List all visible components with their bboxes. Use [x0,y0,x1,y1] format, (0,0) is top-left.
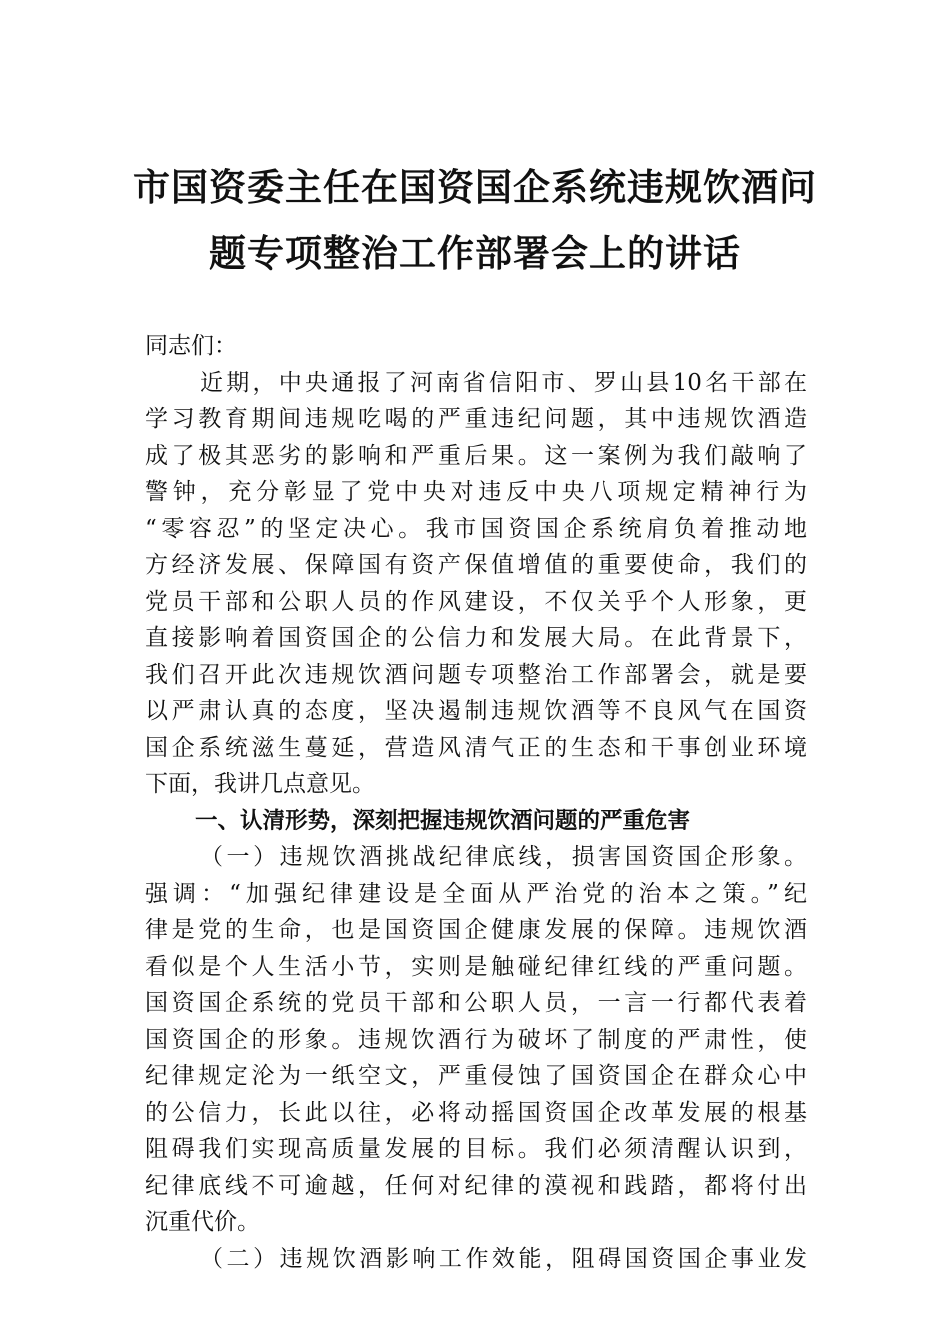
paragraph-line: 成了极其恶劣的影响和严重后果。这一案例为我们敲响了 [145,442,807,469]
paragraph-line: 国资国企系统的党员干部和公职人员，一言一行都代表着 [145,990,807,1016]
document-body [145,328,807,1277]
paragraph-line: 纪律规定沦为一纸空文，严重侵蚀了国资国企在群众心中 [145,1063,807,1089]
document-title-line-1: 市国资委主任在国资国企系统违规饮酒问 [133,165,817,209]
paragraph-line: 律是党的生命，也是国资国企健康发展的保障。违规饮酒 [145,917,807,943]
paragraph-line: 党员干部和公职人员的作风建设，不仅关乎个人形象，更 [145,588,807,615]
paragraph-line: 的公信力，长此以往，必将动摇国资国企改革发展的根基 [145,1099,807,1126]
paragraph-line: 学习教育期间违规吃喝的严重违纪问题，其中违规饮酒造 [145,406,807,432]
paragraph-line: 国企系统滋生蔓延，营造风清气正的生态和干事创业环境 [145,734,807,761]
paragraph-line: 沉重代价。 [145,1209,260,1235]
paragraph-line: 强调：“加强纪律建设是全面从严治党的治本之策。”纪 [145,880,807,907]
paragraph-line: 我们召开此次违规饮酒问题专项整治工作部署会，就是要 [145,661,807,688]
paragraph-line: 以严肃认真的态度，坚决遏制违规饮酒等不良风气在国资 [145,698,807,724]
paragraph-line: 看似是个人生活小节，实则是触碰纪律红线的严重问题。 [145,953,807,980]
paragraph-line: 纪律底线不可逾越，任何对纪律的漠视和践踏，都将付出 [145,1172,807,1199]
paragraph-line: 近期，中央通报了河南省信阳市、罗山县10名干部在 [200,369,807,396]
paragraph-line: 直接影响着国资国企的公信力和发展大局。在此背景下， [145,625,807,651]
paragraph-line: 方经济发展、保障国有资产保值增值的重要使命，我们的 [145,552,807,578]
subsection-heading: （一）违规饮酒挑战纪律底线，损害国资国企形象。 [200,844,807,870]
paragraph-line: 阻碍我们实现高质量发展的目标。我们必须清醒认识到， [145,1136,807,1162]
section-heading: 一、认清形势，深刻把握违规饮酒问题的严重危害 [195,807,691,834]
subsection-heading: （二）违规饮酒影响工作效能，阻碍国资国企事业发 [200,1245,807,1272]
paragraph-line: 下面，我讲几点意见。 [145,771,375,797]
salutation: 同志们： [145,333,237,359]
paragraph-line: 国资国企的形象。违规饮酒行为破坏了制度的严肃性，使 [145,1026,807,1053]
paragraph-line: “零容忍”的坚定决心。我市国资国企系统肩负着推动地 [145,515,807,542]
document-title-line-2: 题专项整治工作部署会上的讲话 [209,231,741,275]
paragraph-line: 警钟，充分彰显了党中央对违反中央八项规定精神行为 [145,479,807,505]
